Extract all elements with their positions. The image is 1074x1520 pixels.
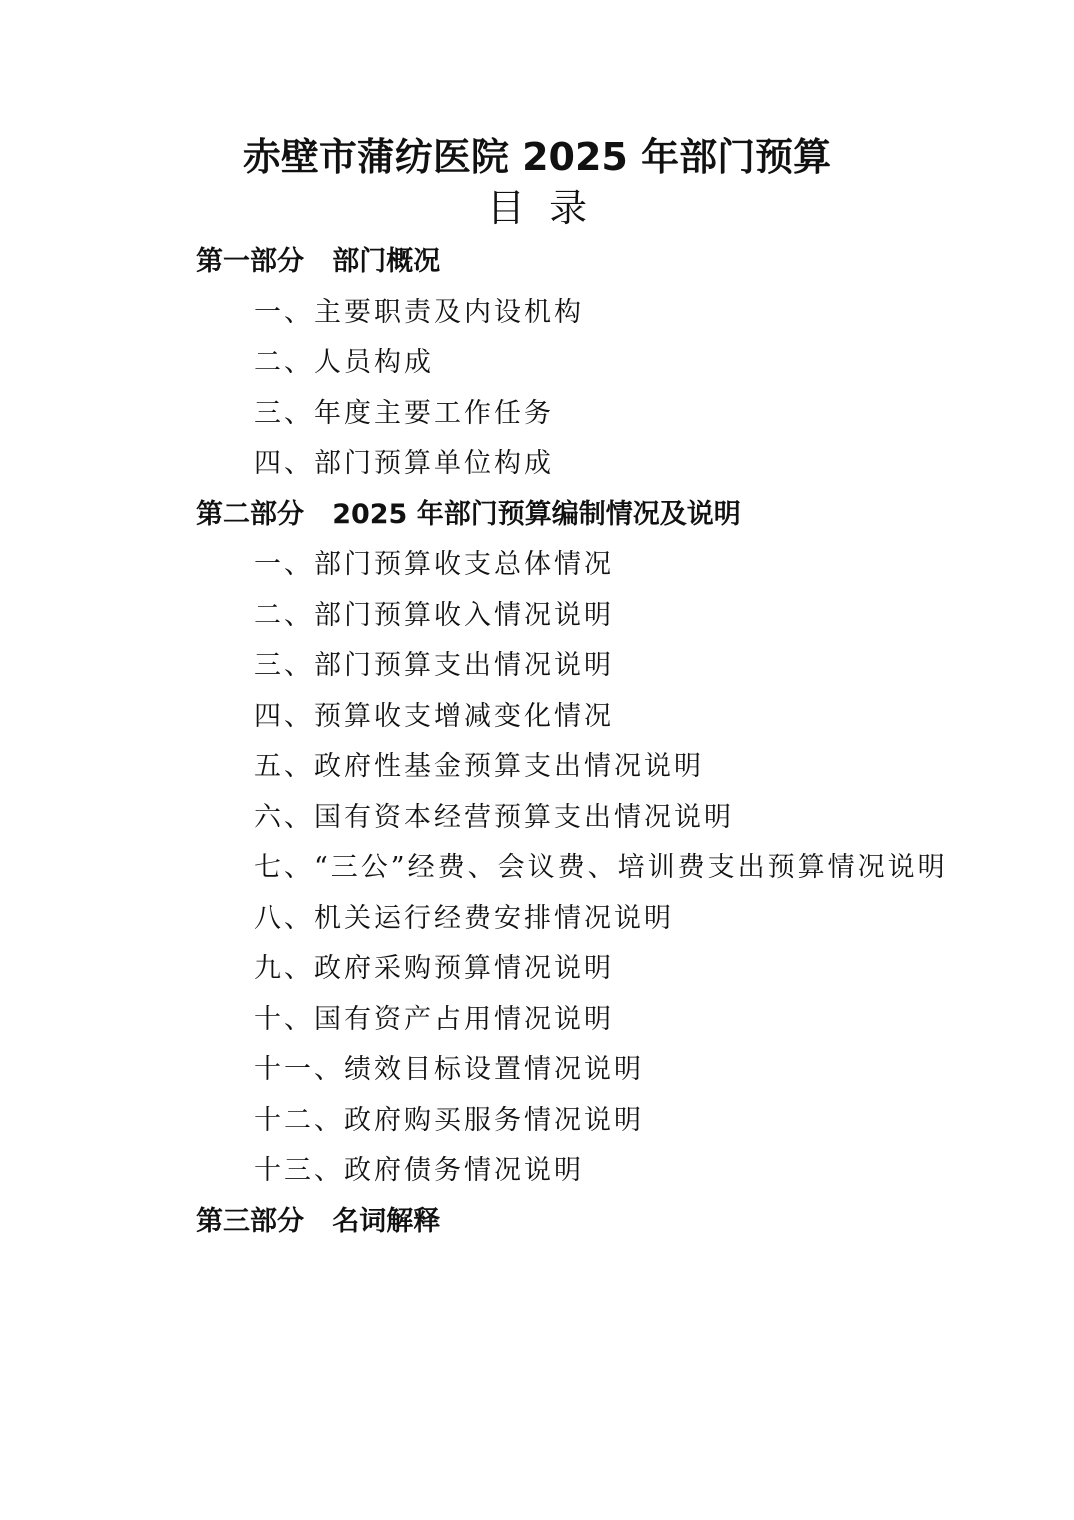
toc-item: 十、国有资产占用情况说明 xyxy=(254,1004,614,1035)
toc-item: 四、预算收支增减变化情况 xyxy=(254,701,614,732)
toc-item: 三、年度主要工作任务 xyxy=(254,398,554,429)
toc-item: 六、国有资本经营预算支出情况说明 xyxy=(254,802,734,833)
toc-item: 二、部门预算收入情况说明 xyxy=(254,600,614,631)
toc-item: 一、主要职责及内设机构 xyxy=(254,297,584,328)
toc-item: 十三、政府债务情况说明 xyxy=(254,1155,584,1186)
toc-item: 八、机关运行经费安排情况说明 xyxy=(254,903,674,934)
toc-item: 三、部门预算支出情况说明 xyxy=(254,650,614,681)
toc-item: 十二、政府购买服务情况说明 xyxy=(254,1105,644,1136)
toc-part-1-heading: 第一部分 部门概况 xyxy=(196,246,441,277)
document-title: 赤壁市蒲纺医院 2025 年部门预算 xyxy=(242,135,832,179)
toc-item: 五、政府性基金预算支出情况说明 xyxy=(254,751,704,782)
toc-part-3-heading: 第三部分 名词解释 xyxy=(196,1206,441,1237)
toc-item: 十一、绩效目标设置情况说明 xyxy=(254,1054,644,1085)
toc-item: 九、政府采购预算情况说明 xyxy=(254,953,614,984)
toc-item: 一、部门预算收支总体情况 xyxy=(254,549,614,580)
toc-part-2-heading: 第二部分 2025 年部门预算编制情况及说明 xyxy=(196,499,741,530)
toc-heading: 目 录 xyxy=(486,186,588,230)
toc-item: 四、部门预算单位构成 xyxy=(254,448,554,479)
toc-item: 二、人员构成 xyxy=(254,347,434,378)
toc-item: 七、“三公”经费、会议费、培训费支出预算情况说明 xyxy=(254,852,948,883)
